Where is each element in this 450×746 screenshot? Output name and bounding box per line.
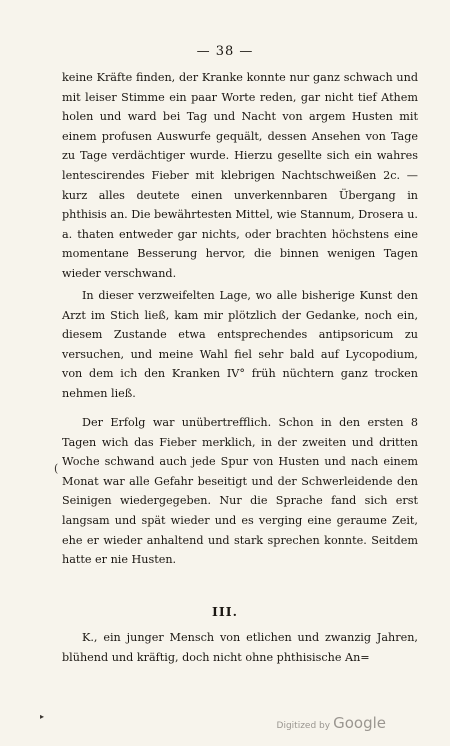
paragraph: Der Erfolg war unübertrefflich. Schon in den ersten 8 Tagen wich das Fieber merklich, in der zweiten und dritten Woche schwand auch jede Spur von Husten und nach einem Monat war alle Gefahr beseitigt und der Schwerleidende den Seinigen wiedergegeben. Nur die Sprache fand sich erst langsam und spät wieder und es verging eine geraume Zeit, ehe er wieder anhaltend und stark sprechen konnte. Seitdem hatte er nie Husten. [62,416,418,567]
digitizer-prefix: Digitized by [276,721,331,731]
body-text-block [62,68,418,284]
digitizer-watermark [277,714,386,732]
body-text-block [62,628,418,667]
section-heading: III. [212,604,238,619]
body-text-block [62,413,418,570]
margin-dot-mark: ▸ [40,712,45,721]
paragraph: In dieser verzweifelten Lage, wo alle bisherige Kunst den Arzt im Stich ließ, kam mir plötzlich der Gedanke, noch ein, diesem Zustande etwa entsprechendes antipsoricum zu versuchen, und meine Wahl fiel sehr bald auf Lycopodium, von dem ich den Kranken IV° früh nüchtern ganz trocken nehmen ließ. [62,289,418,400]
digitizer-brand: Google [333,714,386,732]
body-text-block [62,286,418,404]
section-paragraph: K., ein junger Mensch von etlichen und zwanzig Jahren, blühend und kräftig, doch nicht ohne phthisische An= [62,631,418,664]
page-header: — 38 — [196,44,254,59]
paragraph-continuation: keine Kräfte finden, der Kranke konnte nur ganz schwach und mit leiser Stimme ein paar Worte reden, gar nicht tief Athem holen und ward bei Tag und Nacht von argem Husten mit einem profusen Auswurfe gequält, dessen Ansehen von Tage zu Tage verdächtiger wurde. Hierzu gesellte sich ein wahres lentescirendes Fieber mit klebrigen Nachtschweißen 2c. — kurz alles deutete einen unverkennbaren Übergang in phthisis an. Die bewährtesten Mittel, wie Stannum, Drosera u. a. thaten entweder gar nichts, oder brachten höchstens eine momentane Besserung hervor, die binnen wenigen Tagen wieder verschwand. [62,71,418,280]
margin-bracket-mark: ( [54,462,59,475]
